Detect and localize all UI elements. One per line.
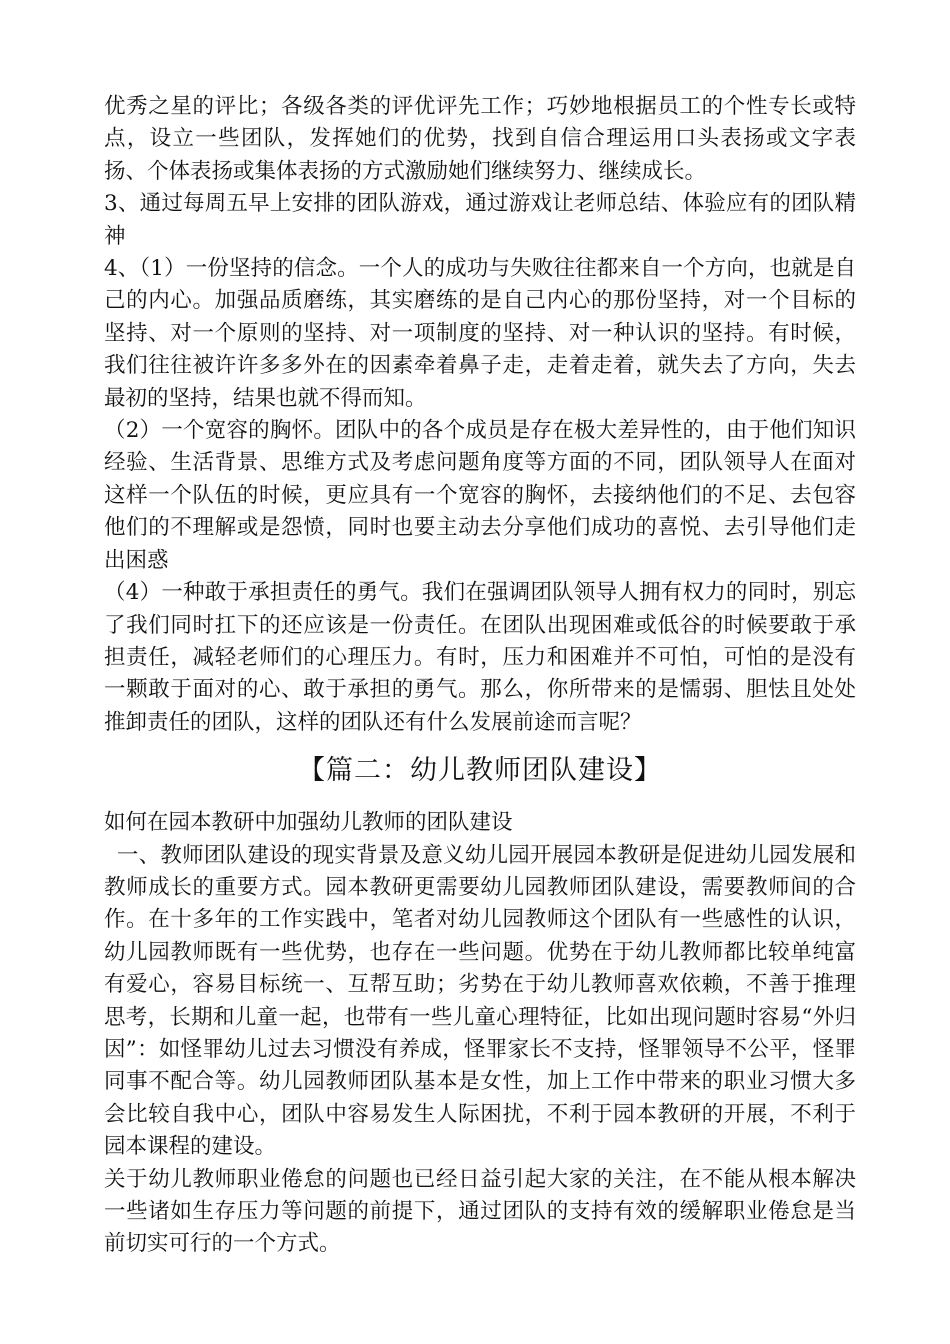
document-page xyxy=(104,91,856,1261)
subtitle-line: 如何在园本教研中加强幼儿教师的团队建设 xyxy=(104,810,513,836)
paragraph-team-games: 3、通过每周五早上安排的团队游戏，通过游戏让老师总结、体验应有的团队精神 xyxy=(104,191,856,249)
paragraph-burnout: 关于幼儿教师职业倦怠的问题也已经日益引起大家的关注，在不能从根本解决一些诸如生存压力等问题的前提下，通过团队的支持有效的缓解职业倦怠是当前切实可行的一个方式。 xyxy=(104,1166,856,1257)
paragraph-background: 一、教师团队建设的现实背景及意义幼儿园开展园本教研是促进幼儿园发展和教师成长的重要方式。园本教研更需要幼儿园教师团队建设，需要教师间的合作。在十多年的工作实践中，笔者对幼儿园教师这个团队有一些感性的认识，幼儿园教师既有一些优势，也存在一些问题。优势在于幼儿教师都比较单纯富有爱心，容易目标统一、互帮互助；劣势在于幼儿教师喜欢依赖，不善于推理思考，长期和儿童一起，也带有一些儿童心理特征，比如出现问题时容易“外归因”：如怪罪幼儿过去习惯没有养成，怪罪家长不支持，怪罪领导不公平，怪罪同事不配合等。幼儿园教师团队基本是女性，加上工作中带来的职业习惯大多会比较自我中心，团队中容易发生人际困扰，不利于园本教研的开展，不利于园本课程的建设。 xyxy=(104,842,856,1160)
section-heading: 【篇二：幼儿教师团队建设】 xyxy=(298,755,662,787)
paragraph-tolerance: （2）一个宽容的胸怀。团队中的各个成员是存在极大差异性的，由于他们知识经验、生活背景、思维方式及考虑问题角度等方面的不同，团队领导人在面对这样一个队伍的时候，更应具有一个宽容的胸怀，去接纳他们的不足、去包容他们的不理解或是怨愤，同时也要主动去分享他们成功的喜悦、去引导他们走出困惑 xyxy=(104,418,856,573)
paragraph-persistence: 4、（1）一份坚持的信念。一个人的成功与失败往往都来自一个方向，也就是自己的内心。加强品质磨练，其实磨练的是自己内心的那份坚持，对一个目标的坚持、对一个原则的坚持、对一项制度的坚持、对一种认识的坚持。有时候，我们往往被许许多多外在的因素牵着鼻子走，走着走着，就失去了方向，失去最初的坚持，结果也就不得而知。 xyxy=(104,256,856,411)
paragraph-praise-methods: 优秀之星的评比；各级各类的评优评先工作；巧妙地根据员工的个性专长或特点，设立一些团队，发挥她们的优势，找到自信合理运用口头表扬或文字表扬、个体表扬或集体表扬的方式激励她们继续努力、继续成长。 xyxy=(104,94,856,184)
paragraph-responsibility: （4）一种敢于承担责任的勇气。我们在强调团队领导人拥有权力的同时，别忘了我们同时扛下的还应该是一份责任。在团队出现困难或低谷的时候要敢于承担责任，减轻老师们的心理压力。有时，压力和困难并不可怕，可怕的是没有一颗敢于面对的心、敢于承担的勇气。那么，你所带来的是懦弱、胆怯且处处推卸责任的团队，这样的团队还有什么发展前途而言呢？ xyxy=(104,580,856,735)
